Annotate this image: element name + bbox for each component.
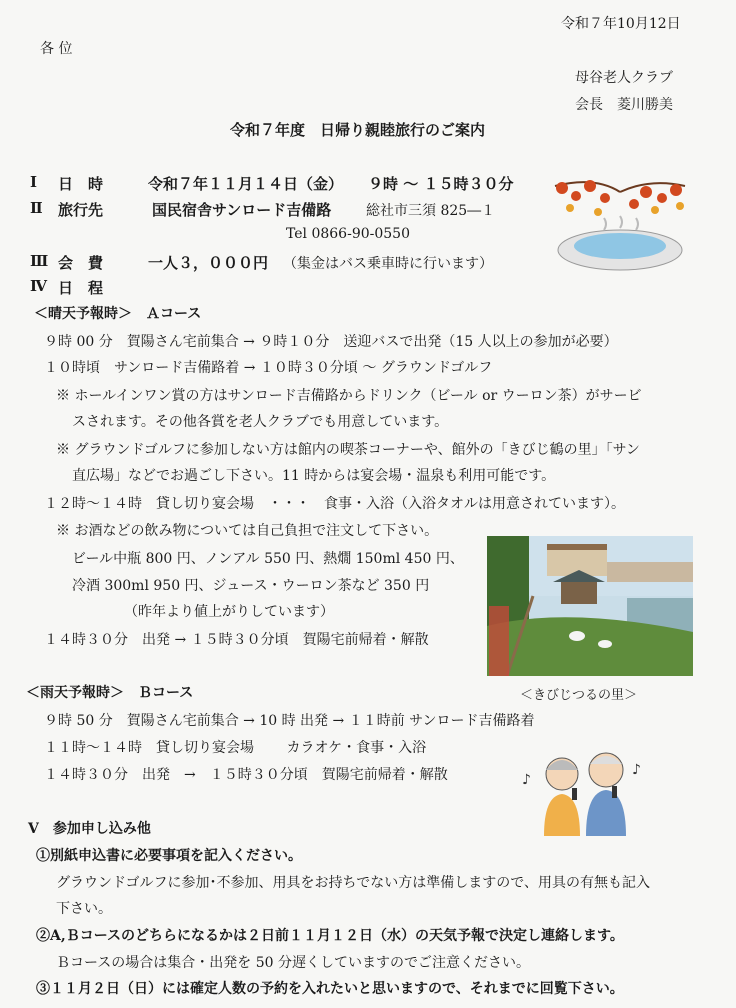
svg-text:♪: ♪: [632, 762, 641, 778]
section-5-item-1: ①別紙申込書に必要事項を記入ください。: [36, 848, 302, 864]
event-date: 令和７年１１月１４日（金）: [148, 175, 344, 193]
venue-tel: Tel 0866-90-0550: [286, 226, 410, 242]
karaoke-illustration: [520, 744, 648, 836]
section-2-num: Ⅱ: [30, 199, 43, 217]
section-5-heading: Ⅴ 参加申し込み他: [28, 821, 151, 837]
section-5-item-1b: 下さい。: [56, 901, 112, 917]
organization: 母谷老人クラブ: [575, 70, 673, 86]
course-a-note-2a: ※ グラウンドゴルフに参加しない方は館内の喫茶コーナーや、館外の「きびじ鶴の里」「サン: [56, 442, 640, 458]
signer: 会長 菱川勝美: [575, 97, 673, 113]
section-4-num: Ⅳ: [30, 277, 48, 295]
svg-text:♪: ♪: [522, 772, 531, 788]
section-3-label: 会 費: [58, 254, 104, 272]
course-b-heading: ＜雨天予報時＞ Ｂコース: [26, 685, 194, 701]
course-a-note-1a: ※ ホールインワン賞の方はサンロード吉備路からドリンク（ビール or ウーロン茶）がサービ: [56, 388, 642, 404]
section-5-item-2: ②A,Ｂコースのどちらになるかは２日前１１月１２日（水）の天気予報で決定し連絡します。: [36, 928, 624, 944]
section-5-item-2a: Ｂコースの場合は集合・出発を 50 分遅くしていますのでご注意ください。: [56, 955, 531, 971]
course-a-line-3: １２時～１４時 貸し切り宴会場 ・・・ 食事・入浴（入浴タオルは用意されています）。: [44, 496, 625, 512]
recipients: 各 位: [40, 41, 73, 57]
kibiji-tsuru-photo: [487, 536, 693, 676]
drink-price-2: 冷酒 300ml 950 円、ジュース・ウーロン茶など 350 円: [72, 578, 430, 594]
photo-caption: ＜きびじつるの里＞: [520, 688, 638, 703]
course-a-heading: ＜晴天予報時＞ Ａコース: [34, 306, 202, 322]
course-a-line-1: ９時 00 分 賀陽さん宅前集合 → ９時１０分 送迎バスで出発（15 人以上の参加が必要）: [44, 334, 618, 350]
fee-note: （集金はバス乗車時に行います）: [283, 256, 493, 272]
section-5-item-3: ③１１月２日（日）には確定人数の予約を入れたいと思いますので、それまでに回覧下さい。: [36, 981, 624, 997]
course-a-line-4: １４時３０分 出発 → １５時３０分頃 賀陽宅前帰着・解散: [44, 632, 429, 648]
section-4-label: 日 程: [58, 279, 104, 297]
document-date: 令和７年10月12日: [561, 16, 681, 32]
drink-price-note: （昨年より値上がりしています）: [124, 604, 334, 620]
venue-address: 総社市三須 825―１: [366, 203, 496, 219]
section-5-item-1a: グラウンドゴルフに参加･不参加、用具をお持ちでない方は準備しますので、用具の有無も記入: [56, 875, 651, 891]
drink-price-1: ビール中瓶 800 円、ノンアル 550 円、熱燗 150ml 450 円、: [72, 551, 464, 567]
section-1-num: Ⅰ: [30, 173, 38, 191]
event-time: ９時 ～ １５時３０分: [368, 175, 514, 193]
course-a-line-2: １０時頃 サンロード吉備路着 → １０時３０分頃 ～ グラウンドゴルフ: [44, 360, 493, 376]
section-2-label: 旅行先: [58, 201, 104, 219]
section-3-num: Ⅲ: [30, 252, 49, 270]
fee: 一人３，０００円: [148, 254, 269, 272]
course-a-note-1b: スされます。その他各賞を老人クラブでも用意しています。: [72, 414, 449, 430]
page-title: 令和７年度 日帰り親睦旅行のご案内: [230, 121, 486, 139]
course-a-note-2b: 直広場」などでお過ごし下さい。11 時からは宴会場・温泉も利用可能です。: [72, 468, 556, 484]
venue-name: 国民宿舎サンロード吉備路: [152, 201, 332, 219]
course-b-line-1: ９時 50 分 賀陽さん宅前集合 → 10 時 出発 → １１時前 サンロード吉備路着: [44, 713, 535, 729]
course-a-note-3: ※ お酒などの飲み物については自己負担で注文して下さい。: [56, 523, 439, 539]
hot-spring-illustration: [550, 168, 690, 276]
section-1-label: 日 時: [58, 175, 104, 193]
course-b-line-2: １１時～１４時 貸し切り宴会場 カラオケ・食事・入浴: [44, 740, 427, 756]
course-b-line-3: １４時３０分 出発 → １５時３０分頃 賀陽宅前帰着・解散: [44, 767, 448, 783]
